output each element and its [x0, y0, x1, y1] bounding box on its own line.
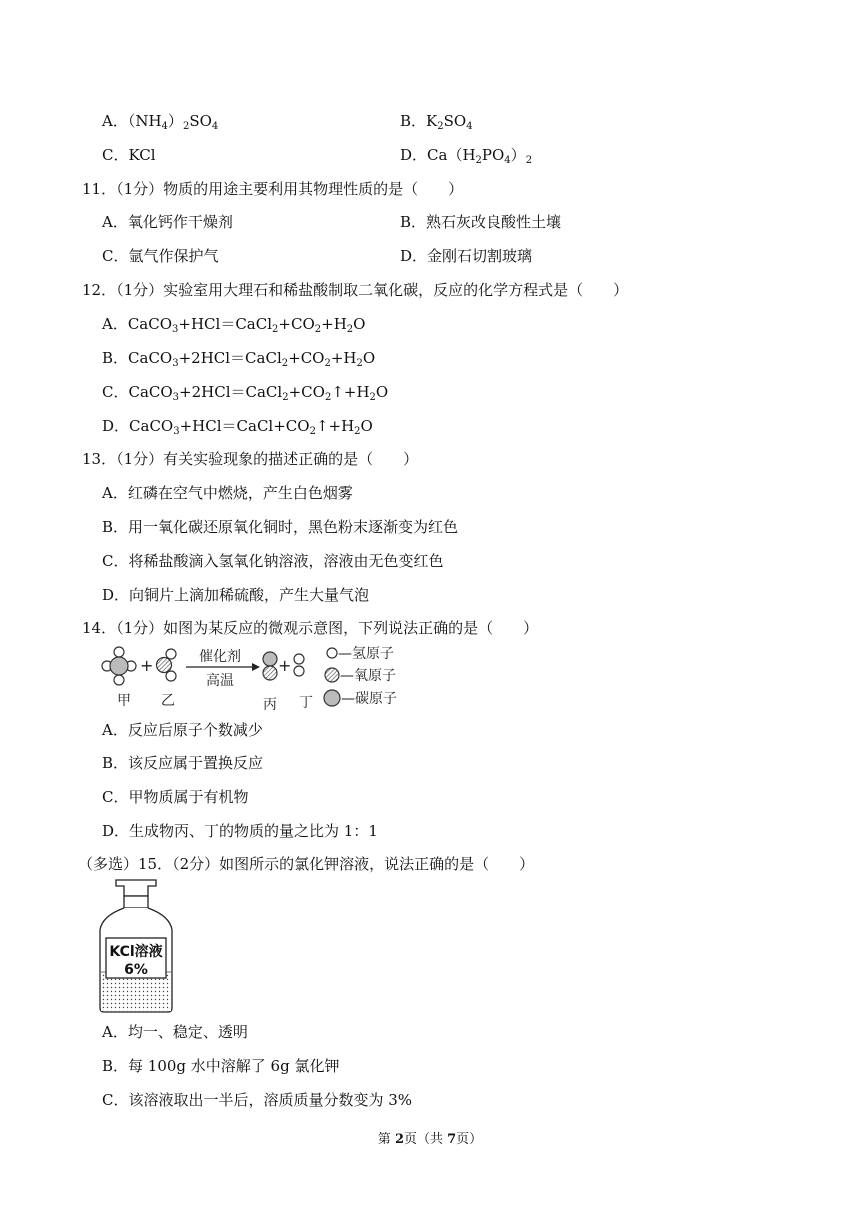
q11-option-d: D．金刚石切割玻璃	[400, 247, 533, 265]
q13-option-a: A．红磷在空气中燃烧，产生白色烟雾	[102, 484, 353, 502]
footer-suffix: 页）	[456, 1132, 483, 1147]
svg-text:+: +	[278, 656, 292, 675]
condition-label: 高温	[206, 673, 234, 689]
legend-hydrogen: —氢原子	[338, 646, 394, 662]
atom-legend	[324, 646, 397, 707]
label-yi: 乙	[161, 693, 175, 709]
q12-option-a: A．$CaCO_3+HCl=CaCl_2+CO_2+H_2O$	[102, 315, 366, 335]
q12-option-b: B．$CaCO_3+2HCl=CaCl_2+CO_2+H_2O$	[102, 349, 376, 369]
legend-carbon: —碳原子	[341, 691, 397, 707]
current-page-number: 2	[394, 1132, 404, 1147]
q13-option-d: D．向铜片上滴加稀硫酸，产生大量气泡	[102, 586, 370, 604]
label-jia: 甲	[117, 693, 131, 709]
q11-option-c: C．氩气作保护气	[102, 247, 219, 265]
kcl-bottle-figure	[98, 878, 174, 1014]
molecule-bing	[263, 652, 277, 680]
q11-option-a: A．氧化钙作干燥剂	[102, 213, 233, 231]
q12-option-c: C．$CaCO_3+2HCl=CaCl_2+CO_2↑+H_2O$	[102, 383, 389, 403]
q10-option-a: A．$(NH_4)_2SO_4$	[102, 112, 219, 132]
q15-stem: （多选）15．（2分）如图所示的氯化钾溶液，说法正确的是（ ）	[78, 855, 535, 873]
q13-stem: 13．（1分）有关实验现象的描述正确的是（ ）	[82, 450, 419, 468]
q14-option-d: D．生成物丙、丁的物质的量之比为 1：1	[102, 822, 378, 840]
footer-middle: 页（共	[403, 1132, 448, 1147]
total-page-number: 7	[447, 1132, 457, 1147]
q11-stem: 11．（1分）物质的用途主要利用其物理性质的是（ ）	[82, 180, 464, 198]
q12-stem: 12．（1分）实验室用大理石和稀盐酸制取二氧化碳，反应的化学方程式是（ ）	[82, 281, 629, 299]
molecule-jia	[102, 647, 136, 685]
q15-option-a: A．均一、稳定、透明	[102, 1023, 248, 1041]
q15-option-c: C．该溶液取出一半后，溶质质量分数变为 3%	[102, 1091, 413, 1109]
q13-option-b: B．用一氧化碳还原氧化铜时，黑色粉末逐渐变为红色	[102, 518, 459, 536]
q15-option-b: B．每 100g 水中溶解了 6g 氯化钾	[102, 1057, 340, 1075]
molecule-ding	[294, 654, 304, 676]
q14-option-c: C．甲物质属于有机物	[102, 788, 249, 806]
svg-text:+: +	[140, 656, 154, 675]
reaction-diagram	[98, 642, 418, 716]
q10-option-d: D．$Ca(H_2PO_4)_2$	[400, 146, 533, 166]
label-ding: 丁	[299, 695, 313, 711]
molecule-yi	[157, 649, 177, 681]
footer-prefix: 第	[377, 1132, 395, 1147]
q14-option-b: B．该反应属于置换反应	[102, 754, 264, 772]
bottle-label-name: KCl溶液	[109, 944, 163, 960]
q14-stem: 14．（1分）如图为某反应的微观示意图，下列说法正确的是（ ）	[82, 619, 539, 637]
legend-oxygen: —氧原子	[340, 668, 396, 684]
q12-option-d: D．$CaCO_3+HCl=CaCl+CO_2↑+H_2O$	[102, 417, 373, 437]
catalyst-label: 催化剂	[199, 649, 241, 665]
page-footer	[0, 1128, 860, 1147]
q10-option-c: C．KCl	[102, 146, 156, 164]
label-bing: 丙	[263, 697, 277, 713]
q14-option-a: A．反应后原子个数减少	[102, 721, 263, 739]
bottle-label-percent: 6%	[124, 962, 148, 978]
q13-option-c: C．将稀盐酸滴入氢氧化钠溶液，溶液由无色变红色	[102, 552, 444, 570]
q10-option-b: B．$K_2SO_4$	[400, 112, 473, 132]
q11-option-b: B．熟石灰改良酸性土壤	[400, 213, 562, 231]
